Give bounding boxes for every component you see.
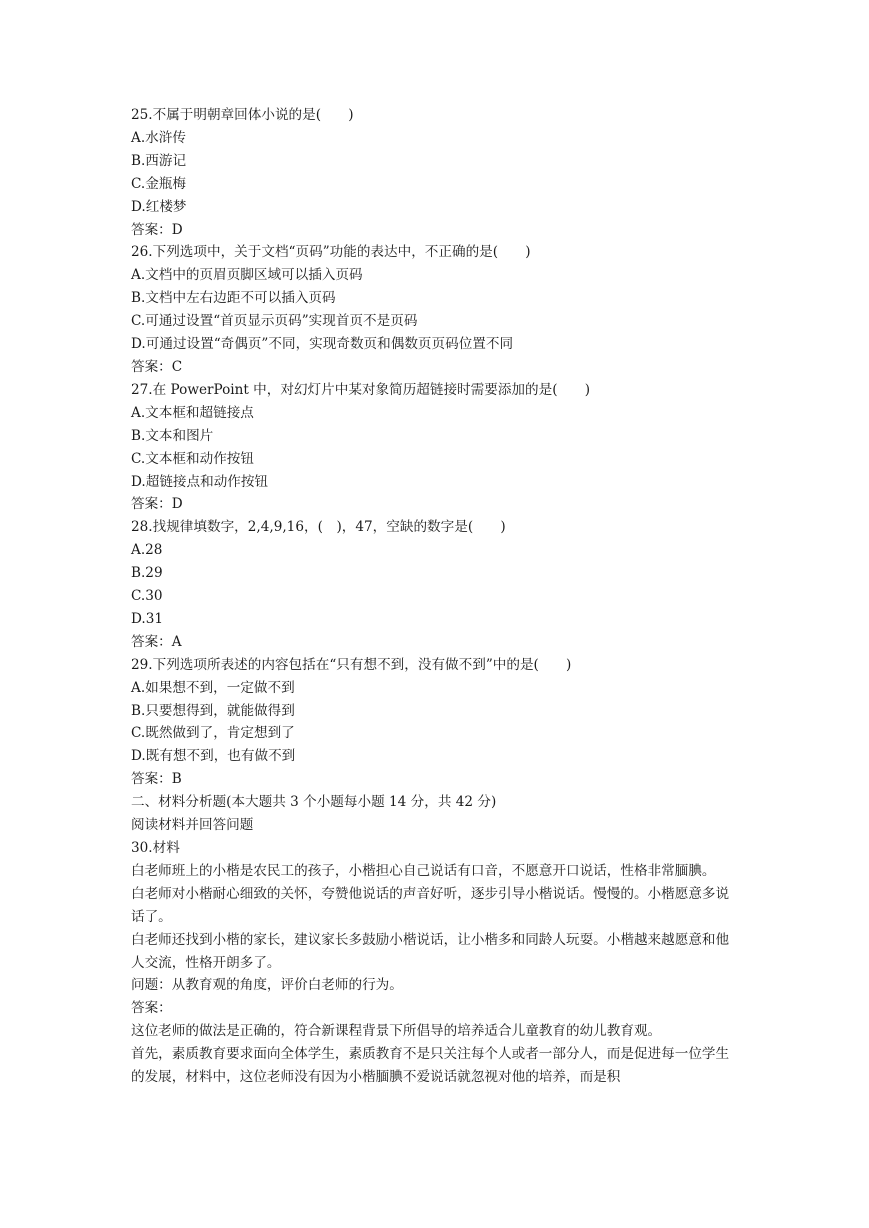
question-stem: 29.下列选项所表述的内容包括在“只有想不到，没有做不到”中的是( ) bbox=[131, 656, 572, 673]
question-option: C.文本框和动作按钮 bbox=[131, 450, 254, 467]
question-30-prompt: 问题：从教育观的角度，评价白老师的行为。 bbox=[131, 977, 403, 994]
question-answer: 答案：D bbox=[131, 496, 183, 513]
question-option: A.文档中的页眉页脚区域可以插入页码 bbox=[131, 267, 363, 284]
question-option: C.可通过设置“首页显示页码”实现首页不是页码 bbox=[131, 313, 418, 330]
question-answer: 答案：D bbox=[131, 221, 183, 238]
section-heading: 二、材料分析题(本大题共 3 个小题每小题 14 分，共 42 分) bbox=[131, 794, 497, 811]
question-option: B.29 bbox=[131, 565, 163, 582]
question-answer: 答案：A bbox=[131, 633, 182, 650]
question-answer: 答案：C bbox=[131, 358, 183, 375]
question-option: A.28 bbox=[131, 542, 163, 559]
material-paragraph-1: 白老师班上的小楷是农民工的孩子，小楷担心自己说话有口音，不愿意开口说话，性格非常腼腆。 bbox=[131, 862, 716, 879]
question-option: C.30 bbox=[131, 588, 163, 605]
question-stem: 25.不属于明朝章回体小说的是( ) bbox=[131, 107, 354, 123]
question-option: B.文档中左右边距不可以插入页码 bbox=[131, 290, 336, 307]
question-option: D.既有想不到，也有做不到 bbox=[131, 748, 296, 765]
answer-label: 答案： bbox=[131, 1000, 172, 1017]
document-page bbox=[131, 104, 741, 1089]
question-option: D.可通过设置“奇偶页”不同，实现奇数页和偶数页页码位置不同 bbox=[131, 336, 514, 353]
answer-paragraph-2: 首先，素质教育要求面向全体学生，素质教育不是只关注每个人或者一部分人，而是促进每一位学生的发展，材料中，这位老师没有因为小楷腼腆不爱说话就忽视对他的培养，而是积 bbox=[131, 1046, 730, 1086]
question-block bbox=[131, 516, 741, 653]
question-stem: 27.在 PowerPoint 中，对幻灯片中某对象简历超链接时需要添加的是( ) bbox=[131, 381, 591, 398]
answer-paragraph-1: 这位老师的做法是正确的，符合新课程背景下所倡导的培养适合儿童教育的幼儿教育观。 bbox=[131, 1023, 662, 1040]
question-option: D.红楼梦 bbox=[131, 198, 187, 215]
question-stem: 26.下列选项中，关于文档“页码”功能的表达中，不正确的是( ) bbox=[131, 244, 531, 261]
question-option: B.只要想得到，就能做得到 bbox=[131, 702, 295, 719]
question-option: A.文本框和超链接点 bbox=[131, 404, 254, 421]
material-paragraph-2: 白老师对小楷耐心细致的关怀，夸赞他说话的声音好听，逐步引导小楷说话。慢慢的。小楷愿意多说话了。 bbox=[131, 885, 730, 925]
question-option: A.水浒传 bbox=[131, 129, 186, 146]
question-block bbox=[131, 654, 741, 791]
question-list bbox=[131, 104, 741, 791]
question-option: D.31 bbox=[131, 610, 164, 627]
question-option: B.西游记 bbox=[131, 152, 187, 169]
question-answer: 答案：B bbox=[131, 771, 182, 788]
question-30-title: 30.材料 bbox=[131, 840, 180, 856]
section-instruction: 阅读材料并回答问题 bbox=[131, 817, 254, 834]
question-option: D.超链接点和动作按钮 bbox=[131, 473, 269, 490]
question-block bbox=[131, 379, 741, 516]
question-option: A.如果想不到，一定做不到 bbox=[131, 679, 295, 696]
question-stem: 28.找规律填数字，2,4,9,16，( )，47，空缺的数字是( ) bbox=[131, 519, 506, 536]
section-2 bbox=[131, 791, 741, 1089]
question-block bbox=[131, 104, 741, 241]
question-option: C.金瓶梅 bbox=[131, 175, 187, 192]
question-block bbox=[131, 241, 741, 378]
material-paragraph-3: 白老师还找到小楷的家长，建议家长多鼓励小楷说话，让小楷多和同龄人玩耍。小楷越来越愿意和他人交流，性格开朗多了。 bbox=[131, 931, 730, 971]
question-option: B.文本和图片 bbox=[131, 427, 214, 444]
question-option: C.既然做到了，肯定想到了 bbox=[131, 725, 295, 742]
